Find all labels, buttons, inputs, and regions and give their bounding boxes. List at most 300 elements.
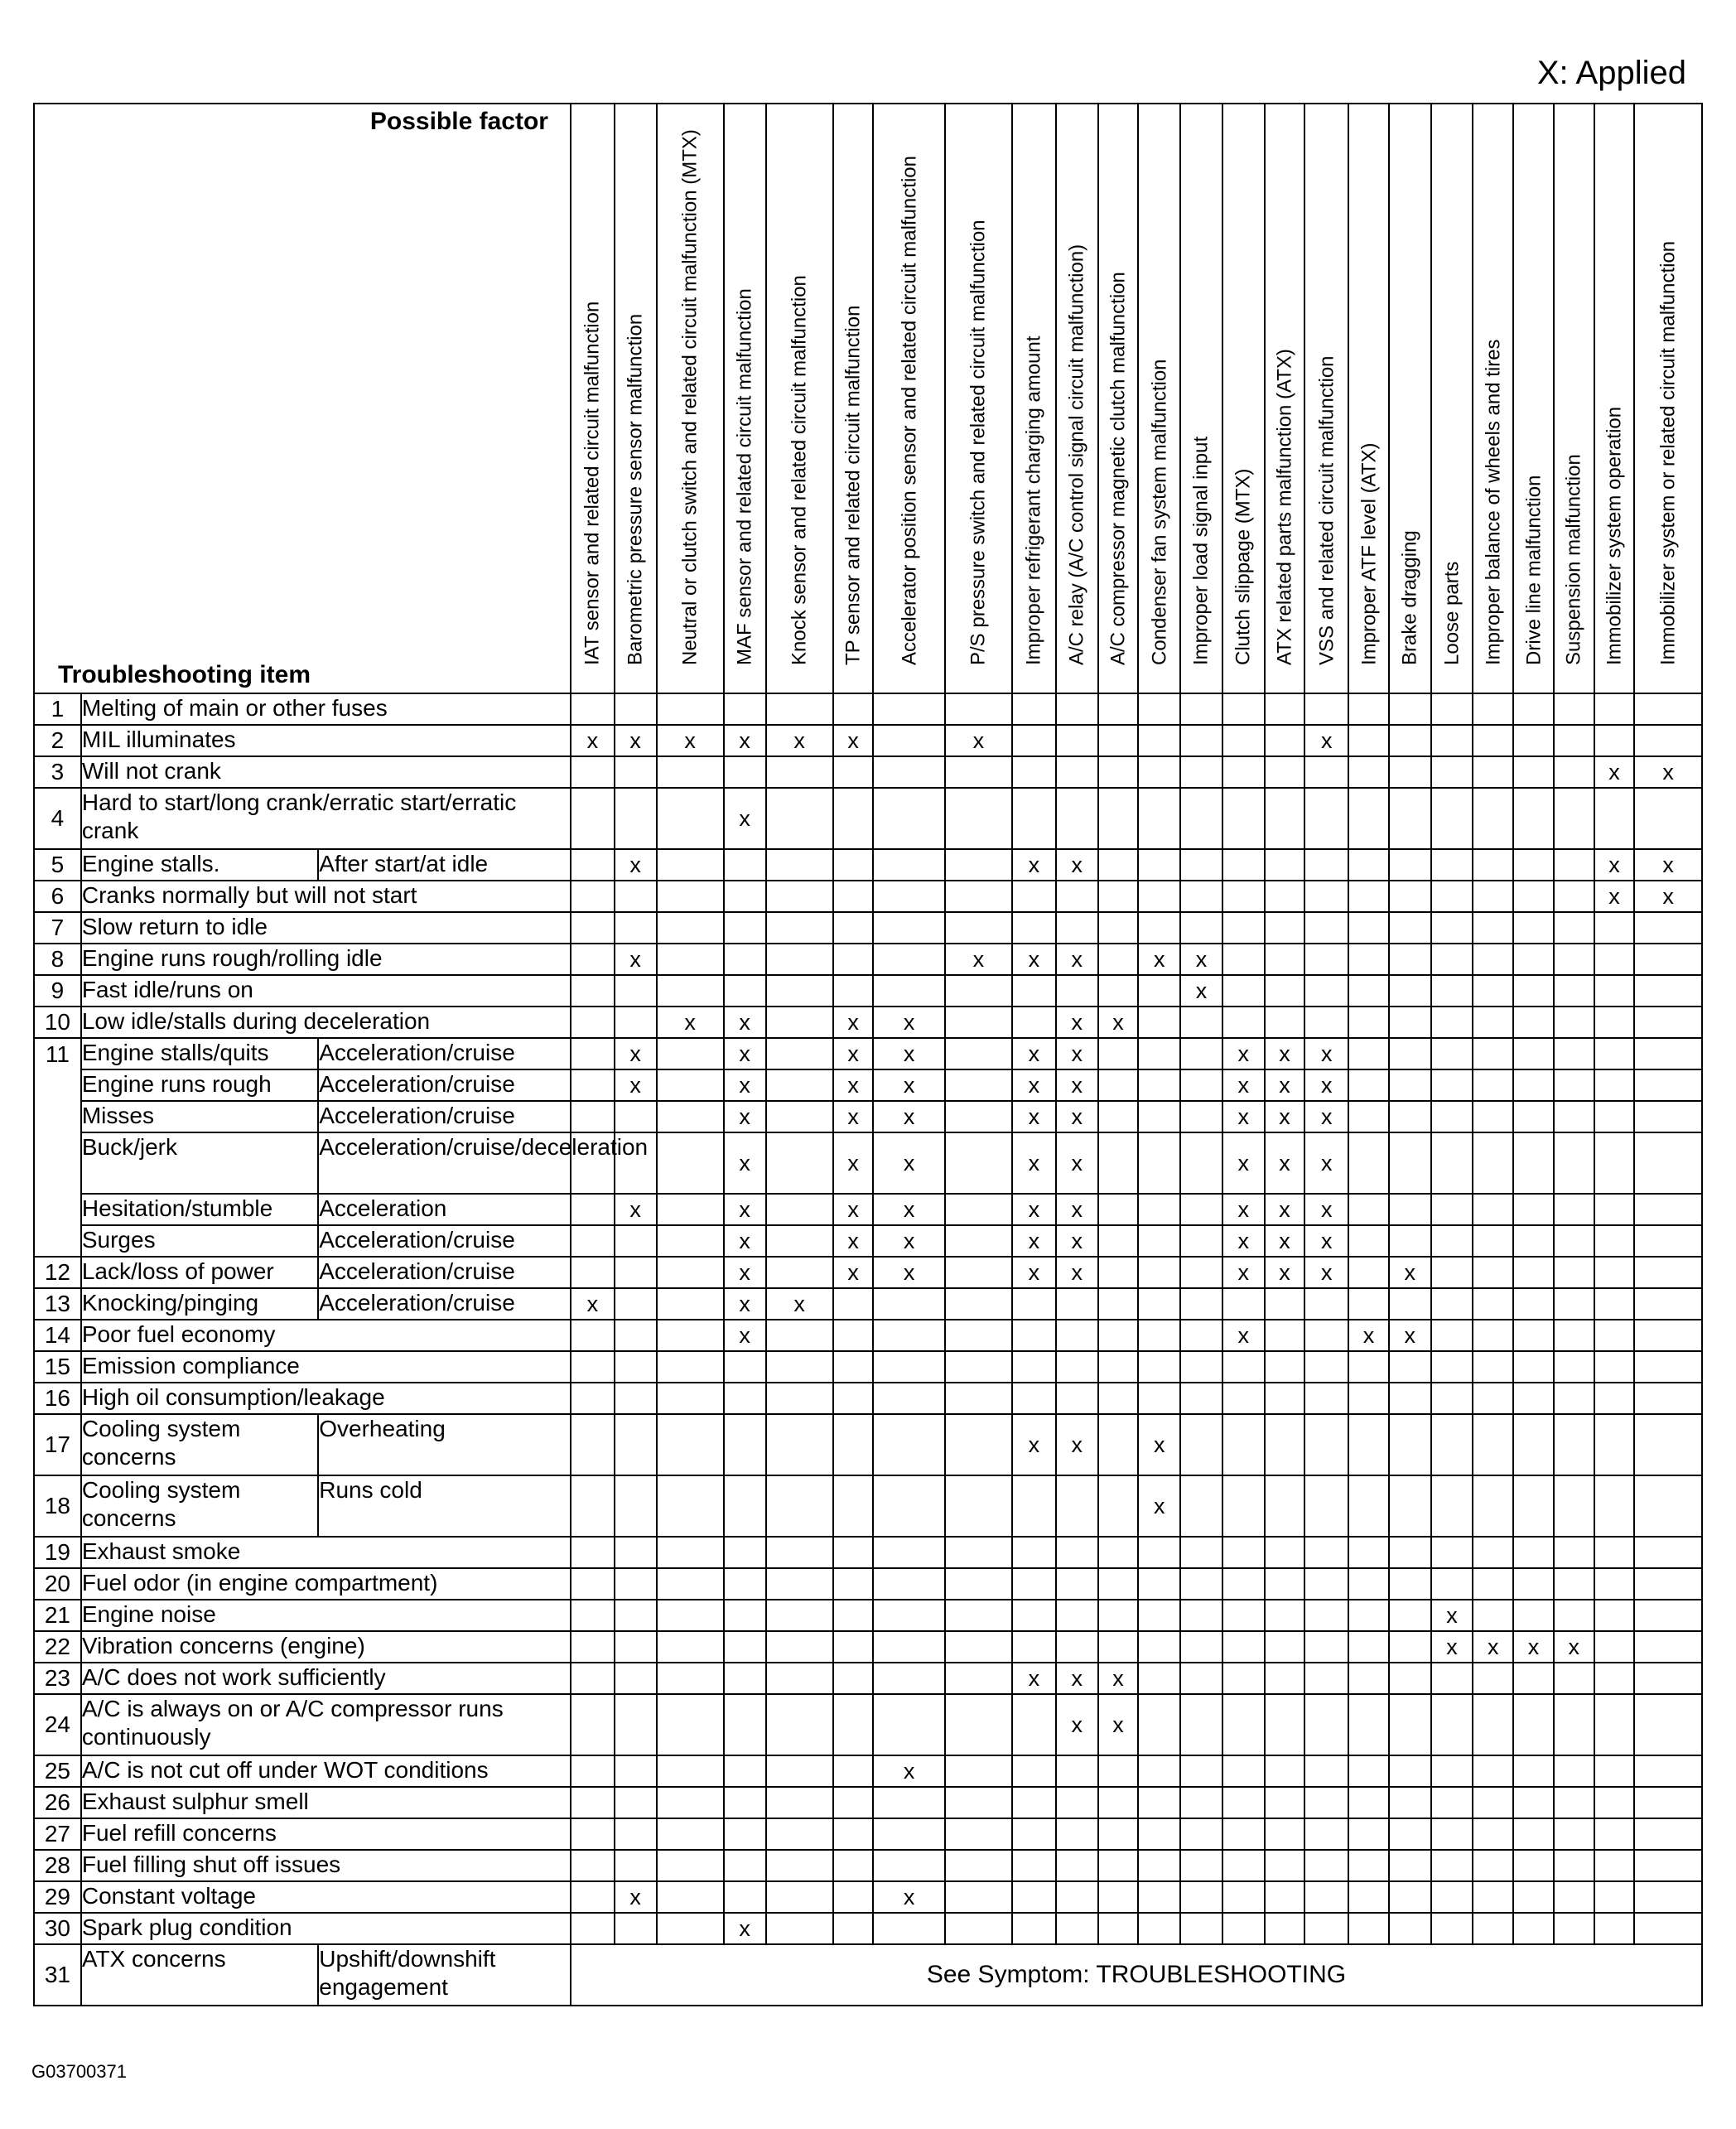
factor-mark-cell (615, 1537, 657, 1568)
factor-mark-cell (571, 693, 615, 725)
factor-mark-cell (1265, 1913, 1305, 1944)
factor-mark-cell (1431, 1881, 1473, 1913)
factor-mark-cell (1098, 881, 1139, 912)
factor-mark-cell (1634, 944, 1702, 975)
factor-mark-cell (1431, 1132, 1473, 1194)
factor-mark-cell (1634, 1755, 1702, 1787)
factor-mark-cell (766, 1663, 833, 1694)
factor-mark-cell (833, 1663, 874, 1694)
factor-mark-cell (1473, 849, 1513, 881)
factor-mark-cell (1304, 975, 1348, 1007)
factor-mark-cell (1348, 1663, 1389, 1694)
factor-mark-cell (945, 1537, 1012, 1568)
factor-mark-cell (615, 693, 657, 725)
factor-mark-cell (1138, 788, 1180, 849)
factor-mark-cell (1431, 975, 1473, 1007)
factor-mark-cell (1098, 975, 1139, 1007)
factor-mark-cell (657, 975, 724, 1007)
factor-mark-cell (1348, 1257, 1389, 1288)
factor-mark-cell (1513, 788, 1554, 849)
factor-mark-cell (1348, 1007, 1389, 1038)
factor-mark-cell (1012, 1537, 1056, 1568)
factor-mark-cell (1098, 1414, 1139, 1475)
factor-mark-cell: x (1012, 1194, 1056, 1225)
factor-mark-cell (873, 1288, 944, 1320)
factor-mark-cell (1098, 725, 1139, 756)
factor-mark-cell (1222, 1568, 1265, 1600)
factor-mark-cell (766, 1881, 833, 1913)
factor-mark-cell (1304, 1288, 1348, 1320)
factor-mark-cell (1634, 1194, 1702, 1225)
factor-mark-cell (1348, 1225, 1389, 1257)
factor-mark-cell (1012, 1850, 1056, 1881)
factor-mark-cell (1513, 1694, 1554, 1755)
factor-mark-cell (1554, 693, 1594, 725)
factor-mark-cell (1265, 1320, 1305, 1351)
factor-mark-cell (1634, 1568, 1702, 1600)
row-number: 7 (34, 912, 81, 944)
factor-mark-cell (1180, 881, 1222, 912)
factor-mark-cell (724, 1537, 766, 1568)
table-row (34, 788, 1702, 849)
factor-mark-cell (945, 1787, 1012, 1818)
factor-mark-cell (1513, 693, 1554, 725)
factor-mark-cell (1554, 1288, 1594, 1320)
symptom-cell: Engine stalls. (81, 849, 318, 881)
factor-mark-cell (766, 1132, 833, 1194)
factor-mark-cell: x (1138, 944, 1180, 975)
factor-mark-cell: x (1634, 756, 1702, 788)
factor-mark-cell (1554, 1194, 1594, 1225)
factor-mark-cell (1594, 1755, 1635, 1787)
factor-header (833, 104, 874, 693)
factor-mark-cell (1513, 1755, 1554, 1787)
factor-mark-cell (1012, 1007, 1056, 1038)
factor-mark-cell (1594, 944, 1635, 975)
factor-mark-cell (1473, 725, 1513, 756)
factor-mark-cell (1304, 944, 1348, 975)
factor-mark-cell (724, 1850, 766, 1881)
factor-mark-cell (615, 1351, 657, 1383)
factor-mark-cell (1222, 1288, 1265, 1320)
factor-mark-cell (1138, 756, 1180, 788)
table-row (34, 1132, 1702, 1194)
factor-mark-cell (1431, 1755, 1473, 1787)
factor-mark-cell (724, 756, 766, 788)
factor-mark-cell (1431, 756, 1473, 788)
factor-mark-cell (1222, 881, 1265, 912)
row-number (34, 1069, 81, 1101)
factor-mark-cell (657, 1631, 724, 1663)
factor-mark-cell (1554, 1537, 1594, 1568)
factor-mark-cell (1473, 1320, 1513, 1351)
factor-mark-cell (833, 1631, 874, 1663)
factor-mark-cell: x (724, 1007, 766, 1038)
factor-mark-cell (1348, 1288, 1389, 1320)
factor-mark-cell (833, 1414, 874, 1475)
table-row (34, 881, 1702, 912)
factor-mark-cell (1634, 1787, 1702, 1818)
factor-mark-cell: x (1265, 1069, 1305, 1101)
factor-mark-cell: x (615, 944, 657, 975)
factor-mark-cell (615, 1600, 657, 1631)
factor-header (1180, 104, 1222, 693)
factor-mark-cell (1389, 1007, 1431, 1038)
factor-mark-cell (766, 1038, 833, 1069)
symptom-cell: Slow return to idle (81, 912, 571, 944)
factor-mark-cell (1348, 788, 1389, 849)
factor-mark-cell (833, 1913, 874, 1944)
factor-mark-cell (1513, 912, 1554, 944)
factor-mark-cell: x (724, 1101, 766, 1132)
factor-mark-cell (1389, 1850, 1431, 1881)
factor-mark-cell (1138, 1101, 1180, 1132)
factor-mark-cell: x (873, 1101, 944, 1132)
factor-mark-cell (766, 944, 833, 975)
factor-mark-cell (873, 1320, 944, 1351)
factor-mark-cell (1634, 1069, 1702, 1101)
factor-mark-cell (1222, 1537, 1265, 1568)
factor-mark-cell (1554, 1913, 1594, 1944)
factor-mark-cell (571, 1038, 615, 1069)
factor-mark-cell (1431, 725, 1473, 756)
table-row (34, 1475, 1702, 1537)
table-row (34, 1351, 1702, 1383)
table-row (34, 1257, 1702, 1288)
factor-mark-cell: x (873, 1194, 944, 1225)
factor-mark-cell: x (724, 1288, 766, 1320)
factor-mark-cell (1304, 1568, 1348, 1600)
factor-mark-cell (945, 1069, 1012, 1101)
factor-mark-cell (766, 1913, 833, 1944)
factor-header (1634, 104, 1702, 693)
factor-mark-cell (615, 881, 657, 912)
factor-mark-cell: x (1138, 1475, 1180, 1537)
row-number: 15 (34, 1351, 81, 1383)
factor-header (1389, 104, 1431, 693)
factor-mark-cell (1431, 1850, 1473, 1881)
factor-header (1431, 104, 1473, 693)
factor-mark-cell (766, 1537, 833, 1568)
factor-mark-cell (1138, 849, 1180, 881)
factor-mark-cell (1180, 1351, 1222, 1383)
factor-mark-cell (1473, 788, 1513, 849)
factor-mark-cell (1098, 1101, 1139, 1132)
factor-mark-cell (1265, 1600, 1305, 1631)
factor-mark-cell (657, 1132, 724, 1194)
factor-mark-cell: x (1222, 1194, 1265, 1225)
factor-mark-cell (1513, 849, 1554, 881)
factor-mark-cell: x (945, 725, 1012, 756)
table-row (34, 1007, 1702, 1038)
condition-cell: Acceleration/cruise (318, 1101, 571, 1132)
factor-mark-cell (1138, 1007, 1180, 1038)
factor-mark-cell (1431, 881, 1473, 912)
factor-mark-cell (1594, 1007, 1635, 1038)
factor-mark-cell (1431, 849, 1473, 881)
row-number: 19 (34, 1537, 81, 1568)
factor-mark-cell: x (766, 725, 833, 756)
row-number: 9 (34, 975, 81, 1007)
factor-mark-cell (1513, 1320, 1554, 1351)
factor-mark-cell (833, 1537, 874, 1568)
symptom-cell: Buck/jerk (81, 1132, 318, 1194)
factor-mark-cell (1554, 1850, 1594, 1881)
factor-mark-cell (1634, 1225, 1702, 1257)
factor-mark-cell (1594, 1194, 1635, 1225)
factor-mark-cell (1056, 725, 1098, 756)
factor-mark-cell (1594, 725, 1635, 756)
row-number: 24 (34, 1694, 81, 1755)
table-row (34, 1631, 1702, 1663)
factor-mark-cell (1138, 912, 1180, 944)
factor-mark-cell (766, 1383, 833, 1414)
factor-mark-cell (1634, 1101, 1702, 1132)
table-row (34, 1944, 1702, 2006)
factor-mark-cell (1634, 1351, 1702, 1383)
factor-mark-cell (1513, 1257, 1554, 1288)
factor-mark-cell (571, 1351, 615, 1383)
factor-mark-cell (1056, 1288, 1098, 1320)
factor-mark-cell (833, 1881, 874, 1913)
factor-mark-cell (1594, 912, 1635, 944)
factor-mark-cell (1513, 1038, 1554, 1069)
symptom-cell: Exhaust smoke (81, 1537, 571, 1568)
row-number: 31 (34, 1944, 81, 2006)
factor-mark-cell: x (873, 1132, 944, 1194)
factor-mark-cell (1180, 1694, 1222, 1755)
factor-mark-cell (1634, 1913, 1702, 1944)
factor-mark-cell (657, 1755, 724, 1787)
factor-mark-cell (1304, 1913, 1348, 1944)
factor-mark-cell (833, 1475, 874, 1537)
row-number: 1 (34, 693, 81, 725)
factor-mark-cell: x (833, 1132, 874, 1194)
factor-label: Barometric pressure sensor malfunction (624, 313, 647, 665)
factor-mark-cell: x (833, 1225, 874, 1257)
factor-mark-cell (1473, 881, 1513, 912)
factor-header (766, 104, 833, 693)
factor-mark-cell (724, 1663, 766, 1694)
factor-mark-cell (766, 1007, 833, 1038)
factor-mark-cell (1554, 912, 1594, 944)
factor-mark-cell (1634, 1631, 1702, 1663)
condition-cell: Acceleration/cruise/deceleration (318, 1132, 571, 1194)
factor-mark-cell: x (833, 1007, 874, 1038)
factor-mark-cell (1098, 1881, 1139, 1913)
factor-mark-cell (1634, 1663, 1702, 1694)
factor-mark-cell (1180, 1132, 1222, 1194)
factor-mark-cell (1180, 1755, 1222, 1787)
factor-mark-cell (1634, 1694, 1702, 1755)
factor-mark-cell (1554, 1414, 1594, 1475)
factor-mark-cell: x (1222, 1225, 1265, 1257)
factor-mark-cell (1513, 1101, 1554, 1132)
factor-mark-cell (615, 1101, 657, 1132)
factor-mark-cell (945, 1007, 1012, 1038)
symptom-cell: Low idle/stalls during deceleration (81, 1007, 571, 1038)
factor-mark-cell (1473, 1755, 1513, 1787)
factor-mark-cell (615, 1414, 657, 1475)
factor-mark-cell (1513, 1913, 1554, 1944)
factor-mark-cell (724, 1568, 766, 1600)
factor-mark-cell (766, 1320, 833, 1351)
factor-mark-cell (1554, 1225, 1594, 1257)
factor-mark-cell (1138, 1320, 1180, 1351)
factor-mark-cell (1431, 1383, 1473, 1414)
factor-mark-cell: x (1304, 725, 1348, 756)
factor-mark-cell (1389, 788, 1431, 849)
factor-mark-cell (1056, 1913, 1098, 1944)
table-row (34, 725, 1702, 756)
troubleshooting-item-label: Troubleshooting item (58, 661, 311, 688)
factor-mark-cell (1098, 1288, 1139, 1320)
factor-mark-cell: x (1056, 1101, 1098, 1132)
factor-mark-cell (1098, 693, 1139, 725)
factor-mark-cell (1513, 1194, 1554, 1225)
factor-mark-cell (571, 1414, 615, 1475)
factor-label: Improper balance of wheels and tires (1482, 339, 1505, 665)
row-number (34, 1194, 81, 1225)
factor-mark-cell (1431, 1568, 1473, 1600)
factor-mark-cell (833, 788, 874, 849)
factor-mark-cell (1138, 1568, 1180, 1600)
factor-mark-cell (1473, 1694, 1513, 1755)
factor-mark-cell (1594, 788, 1635, 849)
factor-mark-cell: x (724, 1194, 766, 1225)
factor-mark-cell: x (873, 1007, 944, 1038)
factor-mark-cell: x (766, 1288, 833, 1320)
factor-mark-cell: x (724, 725, 766, 756)
factor-mark-cell (1431, 1069, 1473, 1101)
factor-mark-cell (1348, 725, 1389, 756)
factor-mark-cell: x (1554, 1631, 1594, 1663)
factor-mark-cell (1222, 1787, 1265, 1818)
factor-mark-cell: x (724, 1132, 766, 1194)
factor-label: Condenser fan system malfunction (1148, 359, 1171, 665)
factor-mark-cell (1594, 1600, 1635, 1631)
factor-mark-cell (724, 944, 766, 975)
factor-mark-cell (1304, 693, 1348, 725)
factor-mark-cell: x (1098, 1694, 1139, 1755)
factor-header (1265, 104, 1305, 693)
factor-mark-cell (1180, 1537, 1222, 1568)
factor-mark-cell (873, 1631, 944, 1663)
factor-mark-cell (1594, 1537, 1635, 1568)
condition-cell: Runs cold (318, 1475, 571, 1537)
symptom-cell: MIL illuminates (81, 725, 571, 756)
factor-mark-cell: x (1304, 1101, 1348, 1132)
factor-mark-cell (1304, 1537, 1348, 1568)
factor-mark-cell (1594, 1663, 1635, 1694)
factor-mark-cell (833, 1818, 874, 1850)
factor-mark-cell (1012, 1913, 1056, 1944)
factor-mark-cell: x (1012, 1225, 1056, 1257)
factor-mark-cell (1265, 1850, 1305, 1881)
factor-mark-cell (1304, 1850, 1348, 1881)
factor-mark-cell (1180, 1881, 1222, 1913)
factor-mark-cell (766, 1631, 833, 1663)
factor-mark-cell (945, 1631, 1012, 1663)
table-row (34, 1663, 1702, 1694)
factor-mark-cell (766, 1225, 833, 1257)
factor-mark-cell (1594, 1225, 1635, 1257)
factor-mark-cell (1138, 1818, 1180, 1850)
factor-mark-cell: x (1431, 1600, 1473, 1631)
factor-mark-cell (1473, 1007, 1513, 1038)
factor-mark-cell (1265, 1818, 1305, 1850)
factor-mark-cell (1180, 1225, 1222, 1257)
condition-cell: After start/at idle (318, 849, 571, 881)
factor-mark-cell (615, 1787, 657, 1818)
factor-mark-cell (1222, 1475, 1265, 1537)
factor-mark-cell (1180, 1383, 1222, 1414)
factor-mark-cell: x (1594, 849, 1635, 881)
condition-cell: Upshift/downshift engagement (318, 1944, 571, 2006)
factor-mark-cell (1348, 1881, 1389, 1913)
table-row (34, 1850, 1702, 1881)
factor-mark-cell (873, 1351, 944, 1383)
factor-mark-cell (945, 1414, 1012, 1475)
factor-mark-cell: x (724, 1225, 766, 1257)
factor-mark-cell (657, 788, 724, 849)
factor-mark-cell (1180, 912, 1222, 944)
condition-cell: Acceleration (318, 1194, 571, 1225)
factor-mark-cell (1473, 756, 1513, 788)
factor-mark-cell (1594, 1818, 1635, 1850)
factor-mark-cell (873, 849, 944, 881)
factor-mark-cell (766, 1414, 833, 1475)
factor-mark-cell: x (1012, 944, 1056, 975)
factor-mark-cell: x (833, 1069, 874, 1101)
factor-mark-cell (1348, 1132, 1389, 1194)
factor-mark-cell (1012, 1881, 1056, 1913)
factor-label: Accelerator position sensor and related circuit malfunction (898, 156, 921, 665)
table-row (34, 1038, 1702, 1069)
factor-mark-cell (1304, 1881, 1348, 1913)
factor-mark-cell: x (1594, 881, 1635, 912)
factor-mark-cell (766, 1787, 833, 1818)
factor-mark-cell (1180, 756, 1222, 788)
factor-mark-cell (1634, 725, 1702, 756)
factor-mark-cell: x (1012, 1663, 1056, 1694)
factor-mark-cell (571, 1257, 615, 1288)
factor-mark-cell (571, 881, 615, 912)
factor-mark-cell (1098, 1818, 1139, 1850)
factor-mark-cell (1348, 1101, 1389, 1132)
factor-mark-cell (1222, 1383, 1265, 1414)
factor-mark-cell: x (615, 849, 657, 881)
figure-code: G03700371 (31, 2061, 127, 2082)
factor-mark-cell: x (873, 1038, 944, 1069)
factor-mark-cell (1304, 1818, 1348, 1850)
factor-mark-cell (1513, 1007, 1554, 1038)
factor-mark-cell (1634, 1320, 1702, 1351)
row-number: 17 (34, 1414, 81, 1475)
symptom-cell: Engine runs rough/rolling idle (81, 944, 571, 975)
factor-mark-cell (873, 1850, 944, 1881)
factor-mark-cell (1138, 1631, 1180, 1663)
row-number: 14 (34, 1320, 81, 1351)
factor-mark-cell (1554, 1132, 1594, 1194)
factor-mark-cell (1098, 1383, 1139, 1414)
factor-mark-cell (1348, 1383, 1389, 1414)
factor-mark-cell (724, 1787, 766, 1818)
factor-mark-cell (766, 1694, 833, 1755)
row-number: 10 (34, 1007, 81, 1038)
factor-mark-cell: x (571, 1288, 615, 1320)
row-number: 11 (34, 1038, 81, 1069)
